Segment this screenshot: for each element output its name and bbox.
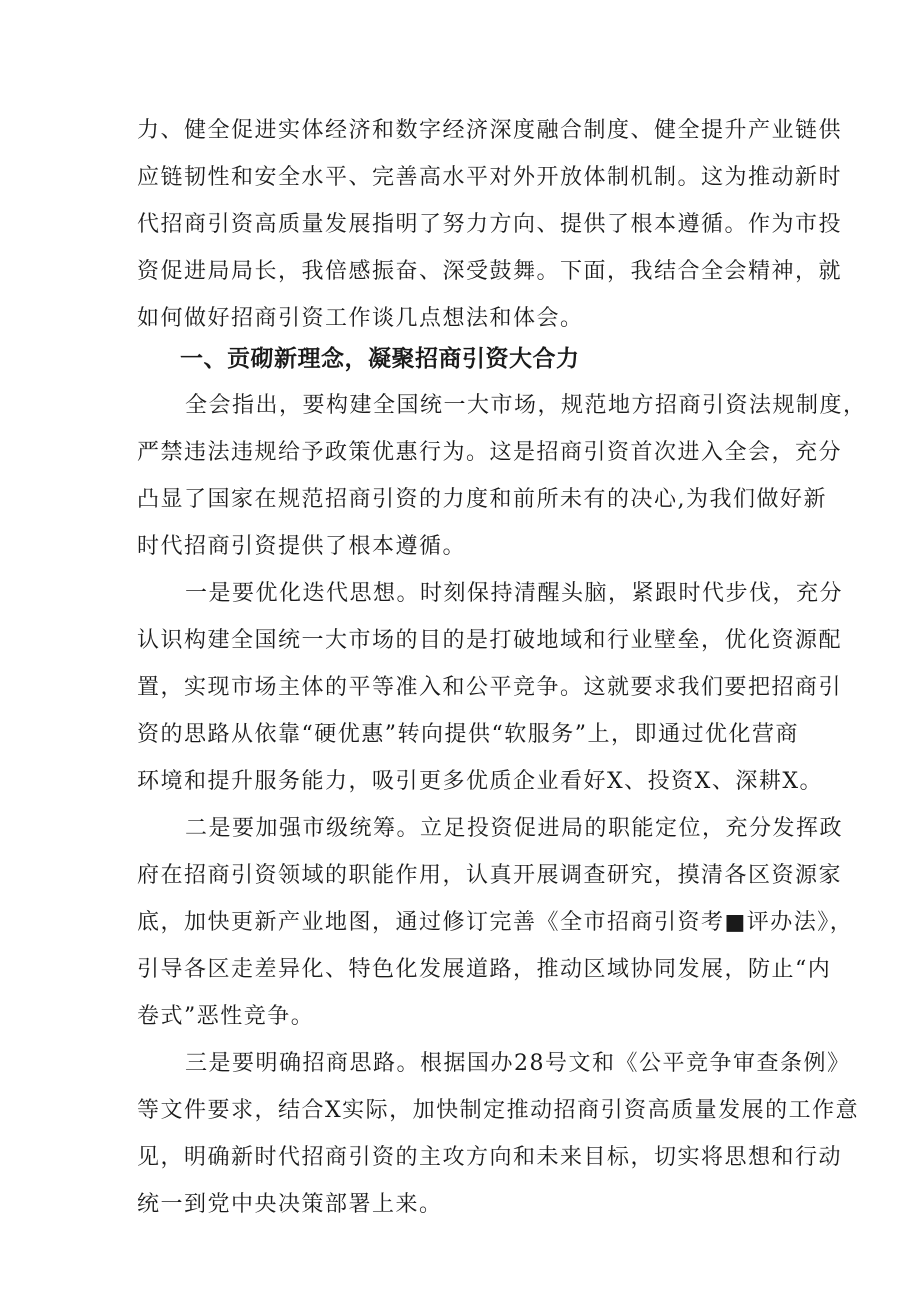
para4-line-1: 三是要明确招商思路。根据国办28号文和《公平竞争审查条例》: [185, 1051, 851, 1076]
para2-line-4: 资的思路从依靠“硬优惠”转向提供“软服务”上，即通过优化营商: [137, 722, 799, 747]
para1-line-3: 凸显了国家在规范招商引资的力度和前所未有的决心,为我们做好新: [137, 487, 827, 512]
para3-line-3: 底，加快更新产业地图，通过修订完善《全市招商引资考■评办法》，: [137, 910, 854, 935]
intro-line-2: 应链韧性和安全水平、完善高水平对外开放体制机制。这为推动新时: [137, 165, 843, 190]
para2-line-2: 认识构建全国统一大市场的目的是打破地域和行业壁垒，优化资源配: [137, 628, 843, 653]
para2-line-3: 置，实现市场主体的平等准入和公平竞争。这就要求我们要把招商引: [137, 675, 843, 700]
section-heading: 一、贡砌新理念，凝聚招商引资大合力: [180, 346, 580, 372]
para2-line-5: 环境和提升服务能力，吸引更多优质企业看好X、投资X、深耕X。: [137, 769, 823, 794]
para3-line-4: 引导各区走差异化、特色化发展道路，推动区域协同发展，防止“内: [137, 957, 832, 982]
intro-line-1: 力、健全促进实体经济和数字经济深度融合制度、健全提升产业链供: [137, 118, 843, 143]
para4-line-4: 统一到党中央决策部署上来。: [137, 1192, 443, 1217]
intro-line-3: 代招商引资高质量发展指明了努力方向、提供了根本遵循。作为市投: [137, 212, 843, 237]
para3-line-5: 卷式”恶性竞争。: [137, 1004, 315, 1029]
intro-line-5: 如何做好招商引资工作谈几点想法和体会。: [137, 306, 584, 331]
para1-line-4: 时代招商引资提供了根本遵循。: [137, 534, 467, 559]
para3-line-1: 二是要加强市级统筹。立足投资促进局的职能定位，充分发挥政: [185, 816, 844, 841]
para3-line-2: 府在招商引资领域的职能作用，认真开展调查研究，摸清各区资源家: [137, 863, 843, 888]
para4-line-2: 等文件要求，结合X实际，加快制定推动招商引资高质量发展的工作意: [137, 1098, 860, 1123]
para1-line-2: 严禁违法违规给予政策优惠行为。这是招商引资首次进入全会，充分: [137, 440, 843, 465]
intro-line-4: 资促进局局长，我倍感振奋、深受鼓舞。下面，我结合全会精神，就: [137, 259, 843, 284]
para4-line-3: 见，明确新时代招商引资的主攻方向和未来目标，切实将思想和行动: [137, 1145, 843, 1170]
para2-line-1: 一是要优化迭代思想。时刻保持清醒头脑，紧跟时代步伐，充分: [185, 581, 844, 606]
para1-line-1: 全会指出，要构建全国统一大市场，规范地方招商引资法规制度，: [185, 393, 867, 418]
